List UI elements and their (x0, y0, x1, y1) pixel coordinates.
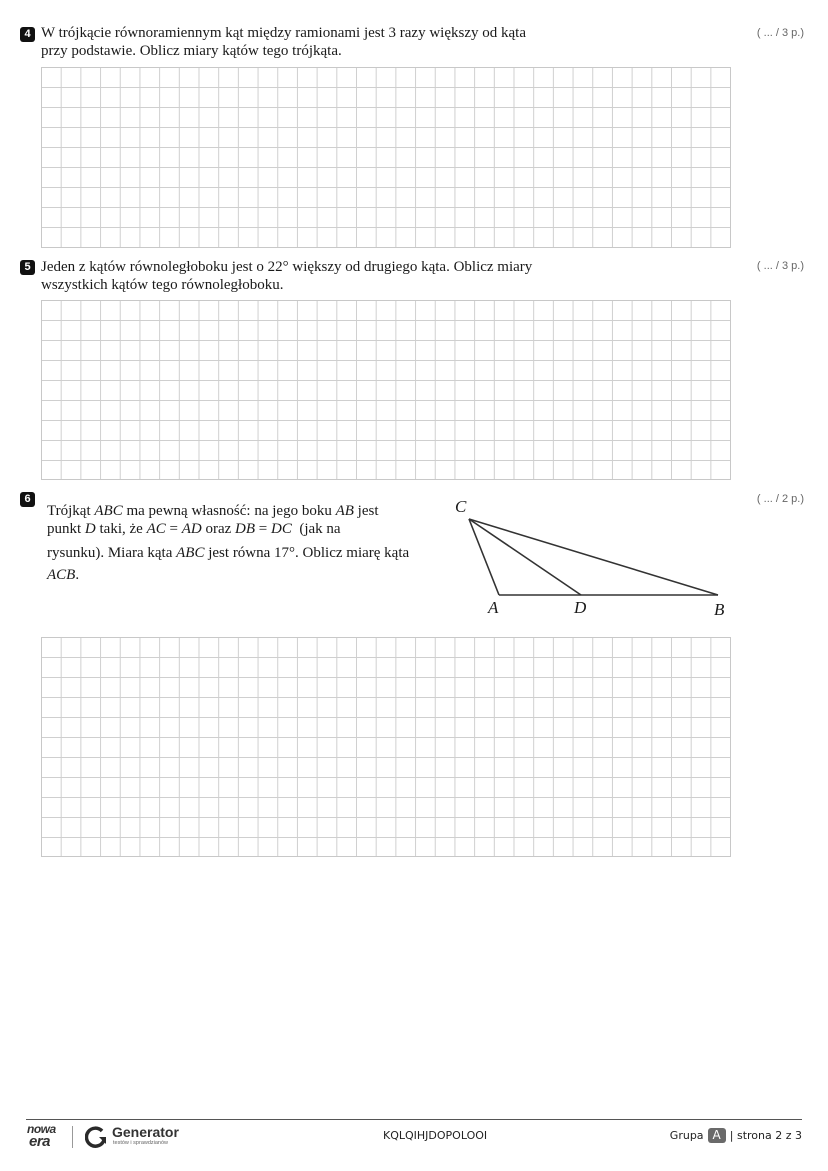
vertex-label-d: D (574, 598, 587, 617)
side-ca (469, 519, 499, 595)
footer-divider (26, 1119, 802, 1120)
points-label: ( ... / 3 p.) (756, 260, 804, 272)
generator-g-icon (85, 1126, 107, 1148)
nowa-era-logo: nowa era (27, 1122, 56, 1150)
points-label: ( ... / 2 p.) (756, 493, 804, 505)
question-line: W trójkącie równoramiennym kąt między ramionami jest 3 razy większy od kąta (41, 25, 526, 41)
vertex-label-c: C (455, 497, 467, 516)
question-line: punkt D taki, że AC = AD oraz DB = DC (jak na (47, 521, 341, 537)
side-cb (469, 519, 718, 595)
page-info (670, 1128, 802, 1143)
vertex-label-a: A (488, 598, 499, 617)
page-footer (0, 1122, 828, 1152)
points-label: ( ... / 3 p.) (756, 27, 804, 39)
test-code: KQLQIHJDOPOLOOI (383, 1129, 488, 1142)
page-number: | strona 2 z 3 (729, 1129, 802, 1142)
question-line: Trójkąt ABC ma pewną własność: na jego boku AB jest (47, 503, 379, 519)
task-number-badge: 4 (20, 27, 35, 42)
segment-cd (469, 519, 581, 595)
question-line: ACB. (47, 567, 80, 583)
task-number-badge: 6 (20, 492, 35, 507)
logo-separator (72, 1126, 73, 1148)
question-line: wszystkich kątów tego równoległoboku. (41, 277, 284, 293)
question-line: przy podstawie. Oblicz miary kątów tego trójkąta. (41, 43, 342, 59)
question-line: rysunku). Miara kąta ABC jest równa 17°. Oblicz miarę kąta (47, 545, 410, 561)
generator-logo-title: Generator (112, 1124, 179, 1140)
question-line: Jeden z kątów równoległoboku jest o 22° większy od drugiego kąta. Oblicz miary (41, 259, 533, 275)
group-badge: A (708, 1128, 726, 1143)
answer-grid[interactable] (41, 637, 731, 857)
generator-logo-subtitle: testów i sprawdzianów (113, 1140, 169, 1146)
task-number-badge: 5 (20, 260, 35, 275)
vertex-label-b: B (714, 600, 725, 619)
group-label: Grupa (669, 1129, 704, 1142)
